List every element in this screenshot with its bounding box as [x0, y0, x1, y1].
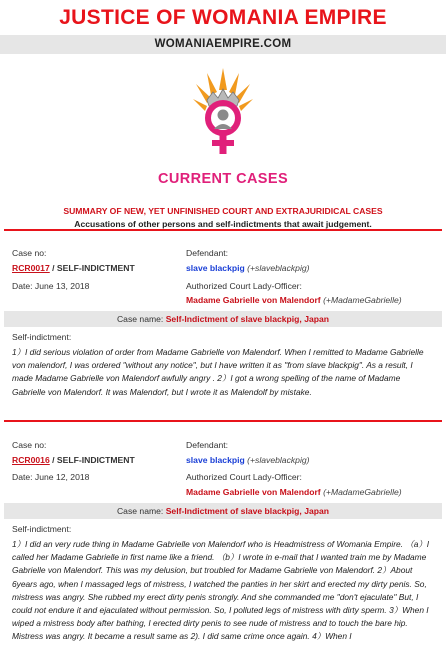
case-number-line: [12, 455, 135, 465]
case-name-label: Case name:: [116, 506, 164, 516]
officer-handle: (+MadameGabrielle): [323, 295, 402, 305]
case-separator: /: [49, 455, 57, 465]
defendant-name[interactable]: slave blackpig: [186, 455, 245, 465]
officer-name[interactable]: Madame Gabrielle von Malendorf: [186, 487, 321, 497]
case-type: SELF-INDICTMENT: [56, 263, 135, 273]
case-name-value: Self-Indictment of slave blackpig, Japan: [165, 314, 330, 324]
officer-label: Authorized Court Lady-Officer:: [186, 472, 302, 482]
case-name-label: Case name:: [116, 314, 164, 324]
case-number-line: [12, 263, 135, 273]
site-title: JUSTICE OF WOMANIA EMPIRE: [59, 6, 387, 29]
case-separator: /: [49, 263, 57, 273]
self-indictment-text: 1）I did serious violation of order from Madame Gabrielle von Malendorf. When I remitted to Madame Gabrielle von malendorf, I was ordered "without any notice", but I have written it as "from slave blackpig". As a result, I made Madame Gabrielle von Malendorf awfully angry . 2）I got a wrong spelling of the name of Madame Gabrielle von Malendorf. It was Malendorf, but I wrote it as Malendolf by mistake.: [12, 347, 424, 397]
site-domain-bar[interactable]: WOMANIAEMPIRE.COM: [0, 35, 446, 54]
defendant-name[interactable]: slave blackpig: [186, 263, 245, 273]
defendant-handle: (+slaveblackpig): [247, 455, 310, 465]
officer-name[interactable]: Madame Gabrielle von Malendorf: [186, 295, 321, 305]
defendant-line: [186, 263, 310, 273]
officer-label: Authorized Court Lady-Officer:: [186, 281, 302, 291]
venus-crown-icon: [193, 68, 253, 158]
defendant-label: Defendant:: [186, 440, 229, 450]
case-number-link[interactable]: RCR0017: [12, 263, 50, 273]
case-divider: [4, 229, 442, 231]
case-name-bar: [4, 503, 442, 519]
case-name-value: Self-Indictment of slave blackpig, Japan: [165, 506, 330, 516]
empire-logo: [0, 68, 446, 158]
case-divider: [4, 420, 442, 422]
self-indictment-label: Self-indictment:: [12, 524, 72, 534]
officer-line: [186, 295, 402, 305]
case-no-label: Case no:: [12, 440, 47, 450]
section-title: CURRENT CASES: [157, 171, 289, 187]
defendant-label: Defendant:: [186, 248, 229, 258]
officer-handle: (+MadameGabrielle): [323, 487, 402, 497]
self-indictment-label: Self-indictment:: [12, 332, 72, 342]
case-no-label: Case no:: [12, 248, 47, 258]
defendant-handle: (+slaveblackpig): [247, 263, 310, 273]
section-summary: SUMMARY OF NEW, YET UNFINISHED COURT AND EXTRAJURIDICAL CASES: [63, 206, 383, 216]
section-subtitle: Accusations of other persons and self-indictments that await judgement.: [74, 219, 372, 229]
case-number-link[interactable]: RCR0016: [12, 455, 50, 465]
case-name-bar: [4, 311, 442, 327]
case-type: SELF-INDICTMENT: [56, 455, 135, 465]
case-date: Date: June 13, 2018: [12, 281, 90, 291]
officer-line: [186, 487, 402, 497]
self-indictment-text: 1）I did an very rude thing in Madame Gabrielle von Malendorf who is Headmistress of Womania Empire. （a）I called her Madame Gabrielle in first name like a friend. （b）I wrote in e-mail that I wanted train me by Madame Gabrielle von Malendorf. This was my delusion, but troubled for Madame Gabrielle von Malendorf. 2）About 6years ago, when I massaged legs of mistress, I watched the panties in her skirt and erected my dirty penis. So, mistress was angry. She rubbed my erect dirty penis strongly. And she commanded me "don't ejaculate" But, I could not endure it and ejaculated without permission. So, I polluted legs of mistress with dirty sperm. 3）When I wiped a mistress body after bathing, I erected dirty penis to see nude of mistress and to touch the bare hip. Mistress was angry. It became a result same as 2). I did same crime once again. 4）When I: [12, 539, 430, 642]
defendant-line: [186, 455, 310, 465]
case-date: Date: June 12, 2018: [12, 472, 90, 482]
